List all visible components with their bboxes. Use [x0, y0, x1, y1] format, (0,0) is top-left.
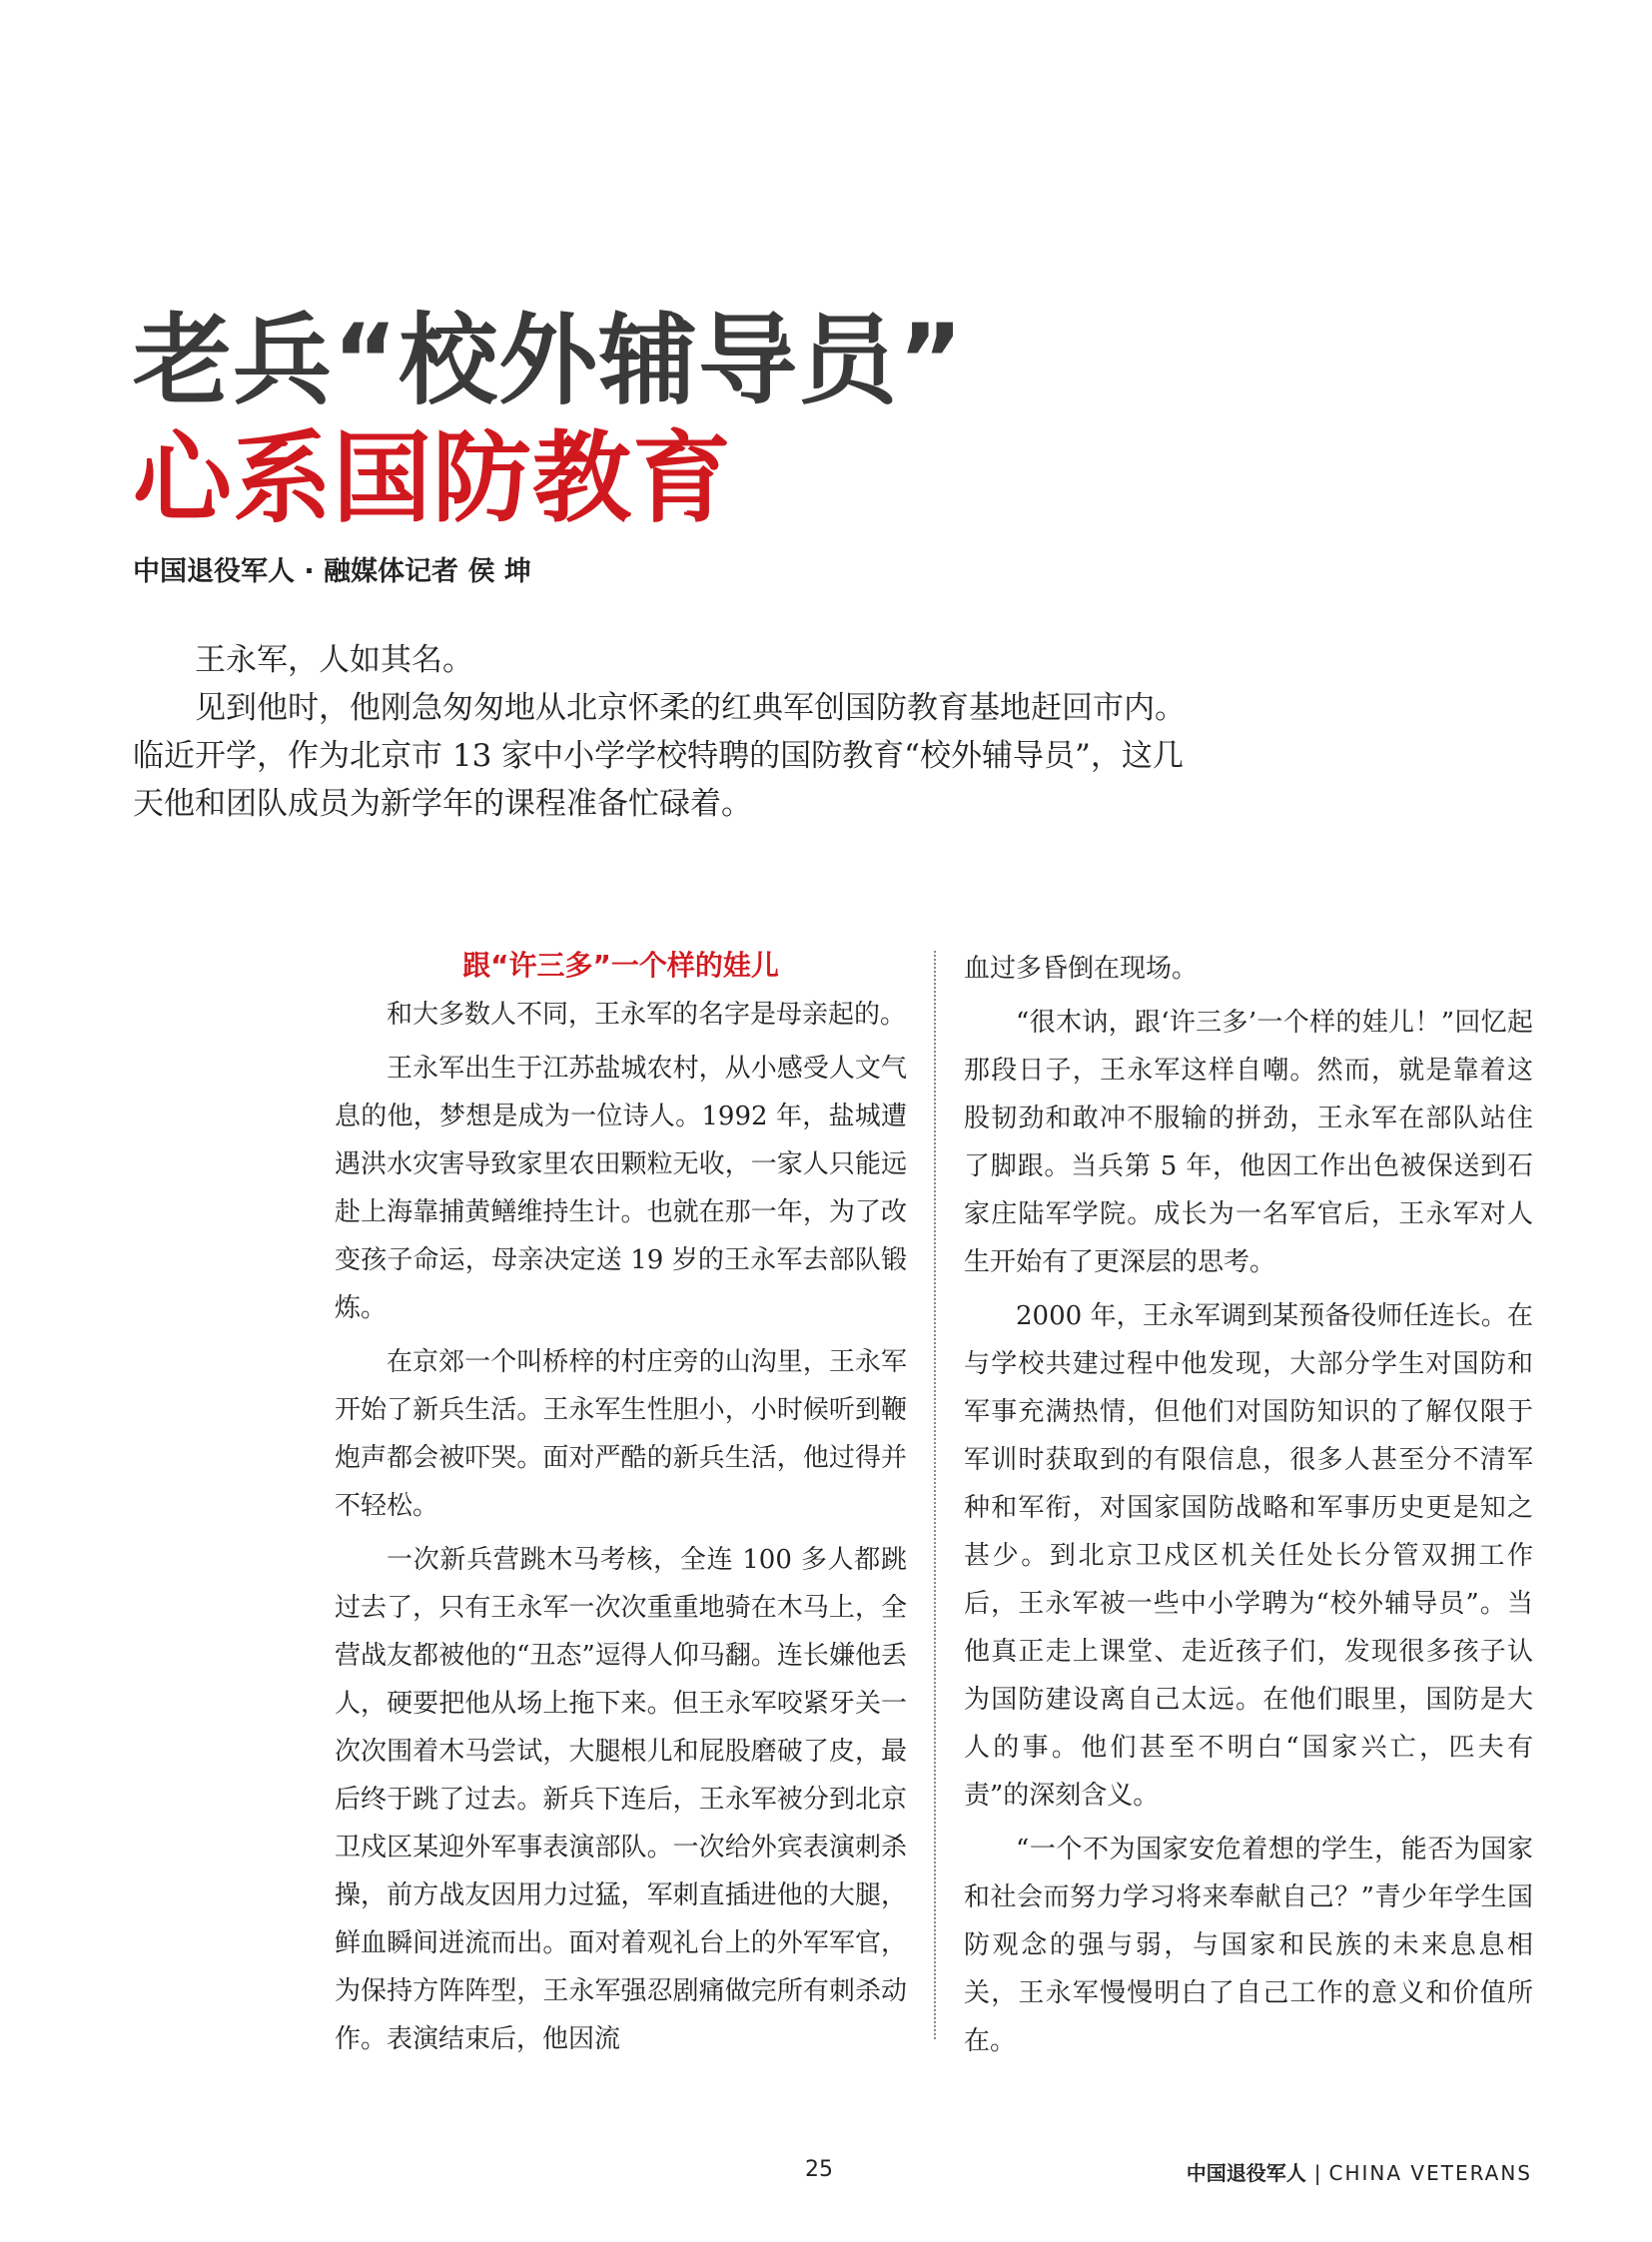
footer-brand-cn: 中国退役军人	[1186, 2161, 1306, 2185]
footer-separator: |	[1313, 2161, 1321, 2185]
body-paragraph: 一次新兵营跳木马考核，全连 100 多人都跳过去了，只有王永军一次次重重地骑在木马上，全营战友都被他的“丑态”逗得人仰马翻。连长嫌他丢人，硬要把他从场上拖下来。但王永军咬紧牙关一次次围着木马尝试，大腿根儿和屁股磨破了皮，最后终于跳了过去。新兵下连后，王永军被分到北京卫戍区某迎外军事表演部队。一次给外宾表演刺杀操，前方战友因用力过猛，军刺直插进他的大腿，鲜血瞬间迸流而出。面对着观礼台上的外军军官，为保持方阵阵型，王永军强忍剧痛做完所有刺杀动作。表演结束后，他因流	[335, 1545, 907, 2054]
body-paragraph: 王永军出生于江苏盐城农村，从小感受人文气息的他，梦想是成为一位诗人。1992 年，盐城遭遇洪水灾害导致家里农田颗粒无收，一家人只能远赴上海靠捕黄鳝维持生计。也就在那一年，为了改变孩子命运，母亲决定送 19 岁的王永军去部队锻炼。	[335, 1054, 907, 1323]
body-paragraph: 在京郊一个叫桥梓的村庄旁的山沟里，王永军开始了新兵生活。王永军生性胆小，小时候听到鞭炮声都会被吓哭。面对严酷的新兵生活，他过得并不轻松。	[335, 1347, 907, 1521]
body-paragraph-continuation: 血过多昏倒在现场。	[964, 954, 1199, 984]
body-paragraph: 和大多数人不同，王永军的名字是母亲起的。	[387, 1000, 907, 1030]
lead-paragraphs	[133, 636, 1202, 828]
footer-brand-en: CHINA VETERANS	[1328, 2161, 1532, 2185]
lead-paragraph: 王永军，人如其名。	[195, 642, 473, 678]
section-heading: 跟“许三多”一个样的娃儿	[462, 949, 779, 982]
article-title-line1: 老兵“校外辅导员”	[133, 304, 965, 418]
body-column-left	[335, 945, 907, 2069]
body-paragraph: 2000 年，王永军调到某预备役师任连长。在与学校共建过程中他发现，大部分学生对国防和军事充满热情，但他们对国防知识的了解仅限于军训时获取到的有限信息，很多人甚至分不清军种和军衔，对国家国防战略和军事历史更是知之甚少。到北京卫戍区机关任处长分管双拥工作后，王永军被一些中小学聘为“校外辅导员”。当他真正走上课堂、走近孩子们，发现很多孩子认为国防建设离自己太远。在他们眼里，国防是大人的事。他们甚至不明白“国家兴亡，匹夫有责”的深刻含义。	[964, 1301, 1533, 1811]
article-title-line2: 心系国防教育	[133, 421, 732, 536]
body-paragraph: “一个不为国家安危着想的学生，能否为国家和社会而努力学习将来奉献自己？”青少年学生国防观念的强与弱，与国家和民族的未来息息相关，王永军慢慢明白了自己工作的意义和价值所在。	[964, 1835, 1533, 2056]
page-number: 25	[805, 2157, 833, 2182]
lead-paragraph: 见到他时，他刚急匆匆地从北京怀柔的红典军创国防教育基地赶回市内。临近开学，作为北京市 13 家中小学学校特聘的国防教育“校外辅导员”，这几天他和团队成员为新学年的课程准备忙碌着。	[133, 690, 1186, 822]
column-divider	[934, 951, 936, 2039]
body-column-right	[964, 945, 1533, 2071]
byline: 中国退役军人 · 融媒体记者 侯 坤	[133, 556, 531, 587]
body-paragraph: “很木讷，跟‘许三多’一个样的娃儿！”回忆起那段日子，王永军这样自嘲。然而，就是靠着这股韧劲和敢冲不服输的拼劲，王永军在部队站住了脚跟。当兵第 5 年，他因工作出色被保送到石家庄陆军学院。成长为一名军官后，王永军对人生开始有了更深层的思考。	[964, 1008, 1533, 1277]
footer-brand	[1187, 2157, 1532, 2186]
